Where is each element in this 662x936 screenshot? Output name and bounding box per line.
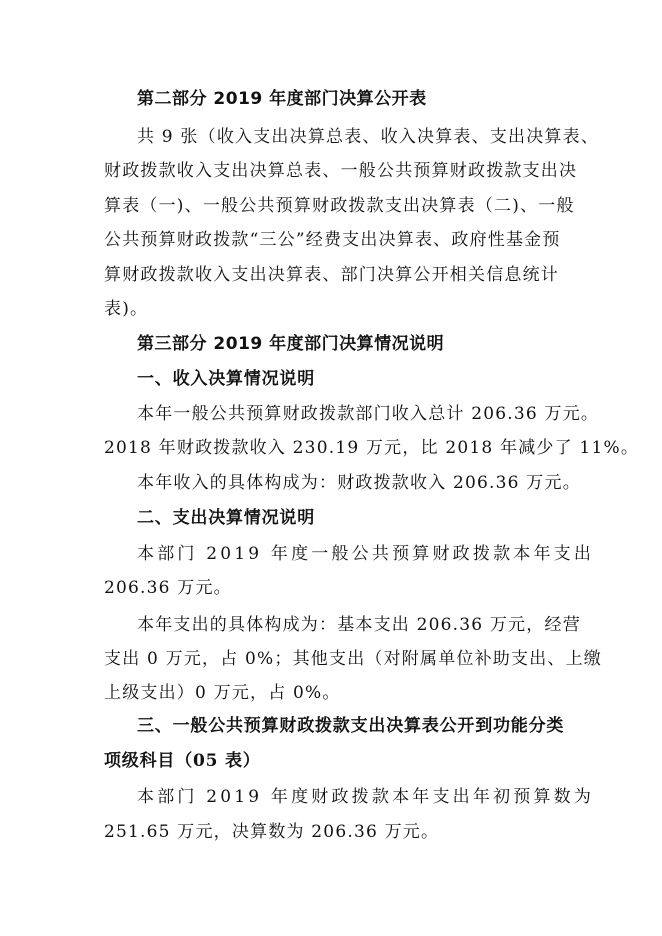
section2-paragraph-line: 支出 0 万元，占 0%；其他支出（对附属单位补助支出、上缴 [104,649,602,669]
section2-paragraph-line: 本部门 2019 年度一般公共预算财政拨款本年支出 [137,544,595,564]
section2-paragraph-line: 206.36 万元。 [104,578,232,598]
part2-paragraph-line: 算表（一)、一般公共预算财政拨款支出决算表（二)、一般 [104,196,575,216]
section2-paragraph-line: 上级支出）0 万元，占 0%。 [104,683,341,703]
section1-paragraph: 本年收入的具体构成为：财政拨款收入 206.36 万元。 [137,473,581,493]
part2-paragraph-line: 算财政拨款收入支出决算表、部门决算公开相关信息统计 [104,265,559,285]
part2-paragraph-line: 财政拨款收入支出决算总表、一般公共预算财政拨款支出决 [104,161,578,181]
section3-paragraph-line: 251.65 万元，决算数为 206.36 万元。 [104,822,440,842]
part2-heading: 第二部分 2019 年度部门决算公开表 [137,89,427,109]
part2-paragraph-line: 表)。 [104,299,149,319]
section2-paragraph-line: 本年支出的具体构成为：基本支出 206.36 万元，经营 [137,615,581,635]
section1-paragraph-line: 本年一般公共预算财政拨款部门收入总计 206.36 万元。 [137,404,600,424]
section3-title-line: 项级科目（05 表） [104,751,261,771]
section3-paragraph-line: 本部门 2019 年度财政拨款本年支出年初预算数为 [137,787,595,807]
part3-heading: 第三部分 2019 年度部门决算情况说明 [137,334,445,354]
part2-paragraph-line: 共 9 张（收入支出决算总表、收入决算表、支出决算表、 [137,127,600,147]
section2-title: 二、支出决算情况说明 [137,508,315,528]
section1-title: 一、收入决算情况说明 [137,369,315,389]
section3-title-line: 三、一般公共预算财政拨款支出决算表公开到功能分类 [137,716,565,736]
section1-paragraph-line: 2018 年财政拨款收入 230.19 万元，比 2018 年减少了 11%。 [104,438,640,458]
part2-paragraph-line: 公共预算财政拨款“三公”经费支出决算表、政府性基金预 [104,230,561,250]
